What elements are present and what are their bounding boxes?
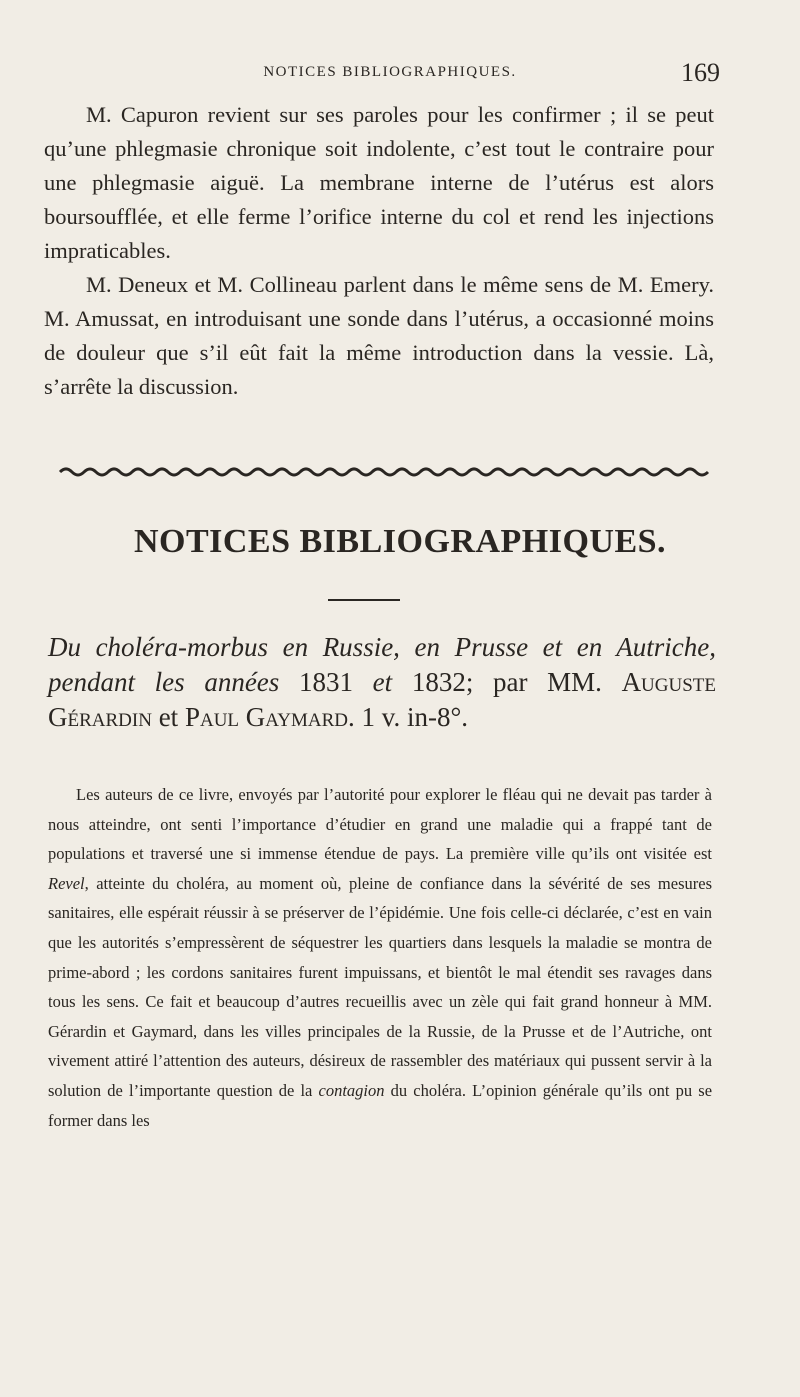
running-head-title: NOTICES BIBLIOGRAPHIQUES. [263, 64, 517, 80]
review-text: , atteinte du choléra, au moment où, pleine de confiance dans la sévérité de ses mesures sanitaires, elle espérait réussir à se préserver de l’épidémie. Une fois celle-ci déclarée, c’est en vain que les autorités s’empressèrent de séquestrer les quartiers dans lesquels la maladie se montra de prime-abord ; les cordons sanitaires furent impuissans, et bientôt le mal étendit ses ravages dans tous les sens. Ce fait et beaucoup d’autres recueillis avec un zèle qui fait grand honneur à MM. Gérardin et Gaymard, dans les villes principales de la Russie, de la Prusse et de l’Autriche, ont vivement attiré l’attention des auteurs, désireux de rassembler des matériaux qui pussent servir à la solution de l’importante question de la [48, 873, 712, 1100]
book-year-2: 1832 [411, 667, 466, 697]
review-text: du choléra. L’opinion générale qu’ils ont pu se former dans les [48, 1080, 713, 1130]
discussion-text [44, 98, 714, 404]
discussion-paragraph: M. Deneux et M. Collineau parlent dans le même sens de M. Emery. M. Amussat, en introduisant une sonde dans l’utérus, a occasionné moins de douleur que s’il eût fait la même introduction dans la vessie. Là, s’arrête la discussion. [44, 272, 714, 399]
author-2: Paul Gaymard [184, 702, 348, 732]
book-conjunction: et [372, 667, 393, 697]
book-by: ; par MM. [465, 667, 602, 697]
page-number: 169 [681, 58, 720, 87]
author-1: Auguste Gérardin [48, 667, 717, 732]
book-year-1: 1831 [298, 667, 353, 697]
review-text: Les auteurs de ce livre, envoyés par l’autorité pour explorer le fléau qui ne devait pas tarder à nous atteindre, ont senti l’importance d’étudier en grand une maladie qui a frappé tant de populations et traversé une si immense étendue de pays. La première ville qu’ils ont visitée est [48, 785, 712, 864]
section-title: NOTICES BIBLIOGRAPHIQUES. [133, 523, 667, 560]
ornamental-rule [58, 462, 713, 482]
running-head [60, 58, 720, 88]
book-reference [48, 630, 716, 735]
book-format: . 1 v. in-8°. [347, 702, 469, 732]
title-rule [328, 599, 400, 601]
review-place-name: Revel [48, 873, 85, 893]
review-emphasis: contagion [318, 1080, 385, 1100]
discussion-paragraph: M. Capuron revient sur ses paroles pour les confirmer ; il se peut qu’une phlegmasie chronique soit indolente, c’est tout le contraire pour une phlegmasie aiguë. La membrane interne de l’utérus est alors boursoufflée, et elle ferme l’orifice interne du col et rend les injections impraticables. [44, 102, 714, 263]
review-paragraph [48, 780, 712, 1135]
author-conjunction: et [158, 702, 179, 732]
book-title: Du choléra-morbus en Russie, en Prusse et en Autriche, pendant les années [48, 632, 716, 697]
